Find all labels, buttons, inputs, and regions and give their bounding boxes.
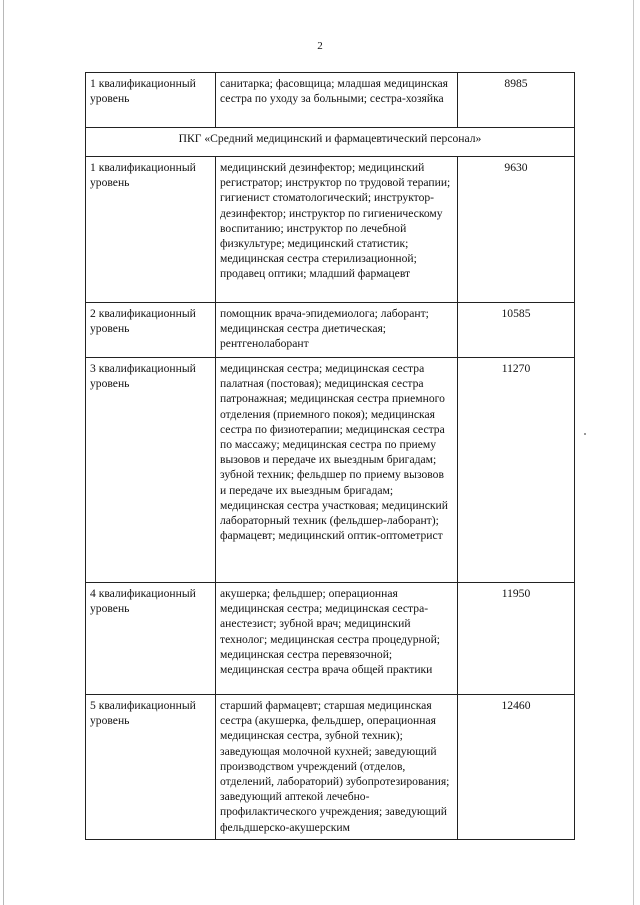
positions-cell: медицинский дезинфектор; медицинский регистратор; инструктор по трудовой терапии; гигиенист стоматологический; инструктор-дезинфектор; инструктор по гигиеническому воспитанию; инструктор по лечебной физкультуре; медицинский статистик; медицинская сестра стерилизационной; продавец оптики; младший фармацевт [216,157,458,303]
scan-edge-right [633,0,634,905]
salary-cell: 9630 [458,157,575,303]
table-row [86,303,575,358]
table-row [86,583,575,695]
salary-cell: 12460 [458,695,575,840]
level-cell: 2 квалификационный уровень [86,303,216,358]
level-cell: 4 квалификационный уровень [86,583,216,695]
table-row [86,695,575,840]
salary-cell: 8985 [458,73,575,128]
group-title: ПКГ «Средний медицинский и фармацевтический персонал» [86,128,575,157]
table-row [86,157,575,303]
salary-cell: 11950 [458,583,575,695]
level-cell: 3 квалификационный уровень [86,358,216,583]
group-header-row [86,128,575,157]
level-cell: 1 квалификационный уровень [86,73,216,128]
level-cell: 5 квалификационный уровень [86,695,216,840]
scan-speck [584,433,586,435]
salary-cell: 10585 [458,303,575,358]
positions-cell: старший фармацевт; старшая медицинская сестра (акушерка, фельдшер, операционная медицинская сестра, зубной техник); заведующая молочной кухней; заведующий производством учреждений (отделов, отделений, лабораторий) зубопротезирования; заведующий аптекой лечебно-профилактического учреждения; заведующий фельдшерско-акушерским [216,695,458,840]
positions-cell: акушерка; фельдшер; операционная медицинская сестра; медицинская сестра-анестезист; зубной врач; медицинский технолог; медицинская сестра процедурной; медицинская сестра перевязочной; медицинская сестра врача общей практики [216,583,458,695]
qualification-table [85,72,575,840]
positions-cell: помощник врача-эпидемиолога; лаборант; медицинская сестра диетическая; рентгенолаборант [216,303,458,358]
level-cell: 1 квалификационный уровень [86,157,216,303]
table-row [86,358,575,583]
scan-edge-left [3,0,4,905]
positions-cell: санитарка; фасовщица; младшая медицинская сестра по уходу за больными; сестра-хозяйка [216,73,458,128]
page-number: 2 [317,40,323,52]
salary-cell: 11270 [458,358,575,583]
positions-cell: медицинская сестра; медицинская сестра палатная (постовая); медицинская сестра патронажная; медицинская сестра приемного отделения (приемного покоя); медицинская сестра по физиотерапии; медицинская сестра по массажу; медицинская сестра по приему вызовов и передаче их выездным бригадам; зубной техник; фельдшер по приему вызовов и передаче их выездным бригадам; медицинская сестра участковая; медицинский лабораторный техник (фельдшер-лаборант); фармацевт; медицинский оптик-оптометрист [216,358,458,583]
table-row [86,73,575,128]
